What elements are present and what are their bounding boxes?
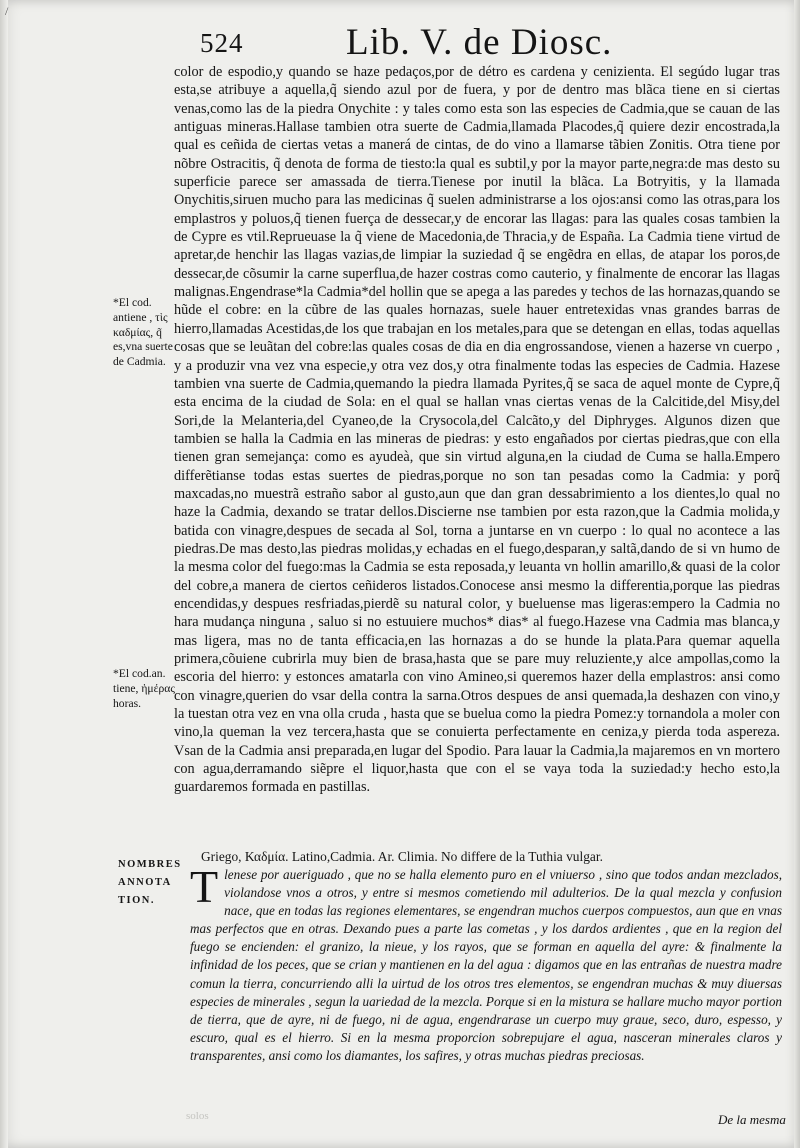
page-gutter-shadow <box>0 0 8 1148</box>
catchword: De la mesma <box>718 1112 786 1127</box>
running-head: Lib. V. de Diosc. <box>346 22 613 63</box>
margin-note-codex-1: *El cod. antiene , τὶς καδμίας, q̃ es,vna suerte de Cadmia. <box>113 296 173 369</box>
annotation-text <box>190 861 783 1065</box>
drop-cap: T <box>190 861 219 912</box>
bleed-through-text: solos <box>186 1110 209 1122</box>
names-line: Griego, Καδμία. Latino,Cadmia. Ar. Climia. No differe de la Tuthia vulgar. <box>201 849 603 864</box>
annotation-body: lenese por aueriguado , que no se halla elemento puro en el vniuerso , sino que todos andan mezclados, violandose vnos a otros, y entre si mesmos cometiendo mil adulterios. De la qual mezcla y confusion nace, que en todas las regiones elementares, se engendran muchos cuerpos compuestos, aun que en vnas mas perfectos que en otras. Dexando pues a parte las cometas , y los dardos ardientes , que en la region del fuego se encienden: el granizo, la nieue, y los rayos, que se forman en aquella del ayre: & finalmente la infinidad de los peces, que se crian y mantienen en la del agua : digamos que en las entrañas de nuestra madre comun la tierra, concurriendo alli la uirtud de los otros tres elementos, se engendran muchas & muy diuersas especies de minerales , segun la uariedad de la mezcla. Porque si en la mistura se hallare mucho mayor portion de tierra, que de ayre, ni de fuego, ni de agua, engendrarase un cuerpo muy graue, seco, duro, espesso, y escuro, qual es el hierro. Si en la mesma proporcion sobrepujare el agua, nasceran minerales claros y transparentes, ansi como los diamantes, los safires, y otras muchas piedras preciosas. <box>190 867 783 1063</box>
page-edge-shadow <box>794 0 800 1148</box>
annotation-label: NOMBRES ANNOTA TION. <box>118 859 182 906</box>
main-text: color de espodio,y quando se haze pedaços,por de détro es cardena y cenizienta. El segúdo lugar tras esta,se atribuye a aquella,q̃ siendo azul por de fuera, y por de dentro mas blãca tiene en si ciertas venas,como las de la piedra Onychite : y tales como esta son las especies de Cadmia,que se cauan de las antiguas mineras.Hallase tambien otra suerte de Cadmia,llamada Placodes,q̃ quiere dezir encostrada,la qual es ceñida de ciertas vetas a manerá de cintas, de do vino a llamarse tãbien Zonitis. Otra tiene por nõbre Ostracitis, q̃ denota de forma de tiesto:la qual es subtil,y por la mayor parte,negra:de mas desto su superficie parece ser amassada de tierra.Tienese por inutil la blãca. La Botryitis, y la llamada Onychitis,siruen mucho para las medicinas q̃ suelen administrarse a los ojos:ansi como las otras,para los emplastros y poluos,q̃ tienen fuerça de dessecar,y de encorar las llagas: para las quales cosas tambien la de Cypre es vtil.Reprueuase la q̃ viene de Macedonia,de Thracia,y de España. La Cadmia tiene virtud de apretar,de henchir las llagas vazias,de limpiar la suziedad q̃ se engẽdra en ellas, de atapar los poros,de dessecar,de cõsumir la carne superflua,de hazer costras como cauterio, y finalmente de encorar las llagas malignas.Engendrase*la Cadmia*del hollin que se apega a las paredes y techos de las hornazas,quando se hũde el cobre: en la cũbre de las quales hornazas, suele hauer entretexidas vnas grandes barras de hierro,llamadas Acestidas,de los que trabajan en los metales,para que se detengan en ellas, todas aquellas cosas que se leuãtan del cobre:las quales cosas de dia en dia engrossandose, vienen a hazerse vn cuerpo , y a produzir vna vez vna especie,y otra vez dos,y otra finalmente todas las especies de Cadmia. Hazese tambien vna suerte de Cadmia,quemando la piedra llamada Pyrites,q̃ se saca de aquel monte de Cypre,q̃ esta encima de la ciudad de Sola: en el qual se hallan vnas ciertas venas de la Calcitide,del Misy,del Sori,de la Melanteria,del Cyaneo,de la Crysocola,del Calcãto,y del Diphryges. Algunos dizen que tambien se halla la Cadmia en las mineras de piedras: y esto engañados por ciertas piedras,que con ella tienen gran semejança: como es ayudeà, que sin virtud alguna,en la ciudad de Cuma se halla.Empero differẽtianse todas estas suertes de piedras,porque no son tan pesadas como la Cadmia: y porq̃ maxcadas,no muestrã estraño sabor al gusto,aun que dan gran dessabrimiento a los dientes,lo qual no haze la Cadmia, dexando se tratar dellos.Discierne nse tambien por esta razon,que la Cadmia molida,y batida con vinagre,despues de secada al Sol, torna a juntarse en vn cuerpo : lo qual no acontece a las piedras.De mas desto,las piedras molidas,y echadas en el fuego,desparan,y saltã,dando de si vn humo de la mesma color del fuego:mas la Cadmia se esta reposada,y leuanta vn hollin amarillo,& quasi de la color del cobre,a manera de ciertos ceñideros listados.Conocese ansi mesmo la differentia,porque las piedras encendidas,y despues resfriadas,pierdẽ su natural color, y bueluense mas ligeras:empero la Cadmia no hara mudança ninguna , saluo si no estuuiere muchos* dias* al fuego.Hazese vna Cadmia mas blanca,y mas ligera, mas no de tanta efficacia,en las hornazas a do se hunde la plata.Para quemar aquella primera,cõuiene cubrirla muy bien de brasa,hasta que se pare muy reluziente,y alce ampollas,como la escoria del hierro: y estonces amatarla con vino Amineo,si queremos hazer della emplastros: ansi como con vinagre,querien do vsar della contra la sarna.Otros despues de ansi quemada,la deshazen con vino,y la tuestan otra vez en vna olla cruda , hasta que se buelua como la piedra Pomez:y tornandola a moler con vino,la queman la vez tercera,hasta que se conuierta perfectamente en ceniza,y pierda toda aspereza. Vsan de la Cadmia ansi preparada,en lugar del Spodio. Para lauar la Cadmia,la majaremos en vn mortero con agua,derramando siẽpre el liquor,hasta que con el se vaya toda la suziedad:y hecho esto,la guardaremos formada en pastillas. <box>174 64 780 796</box>
corner-mark: / <box>5 4 9 18</box>
page-number: 524 <box>200 28 244 58</box>
margin-note-codex-2: *El cod.an. tiene, ἡμέρας horas. <box>113 667 175 710</box>
